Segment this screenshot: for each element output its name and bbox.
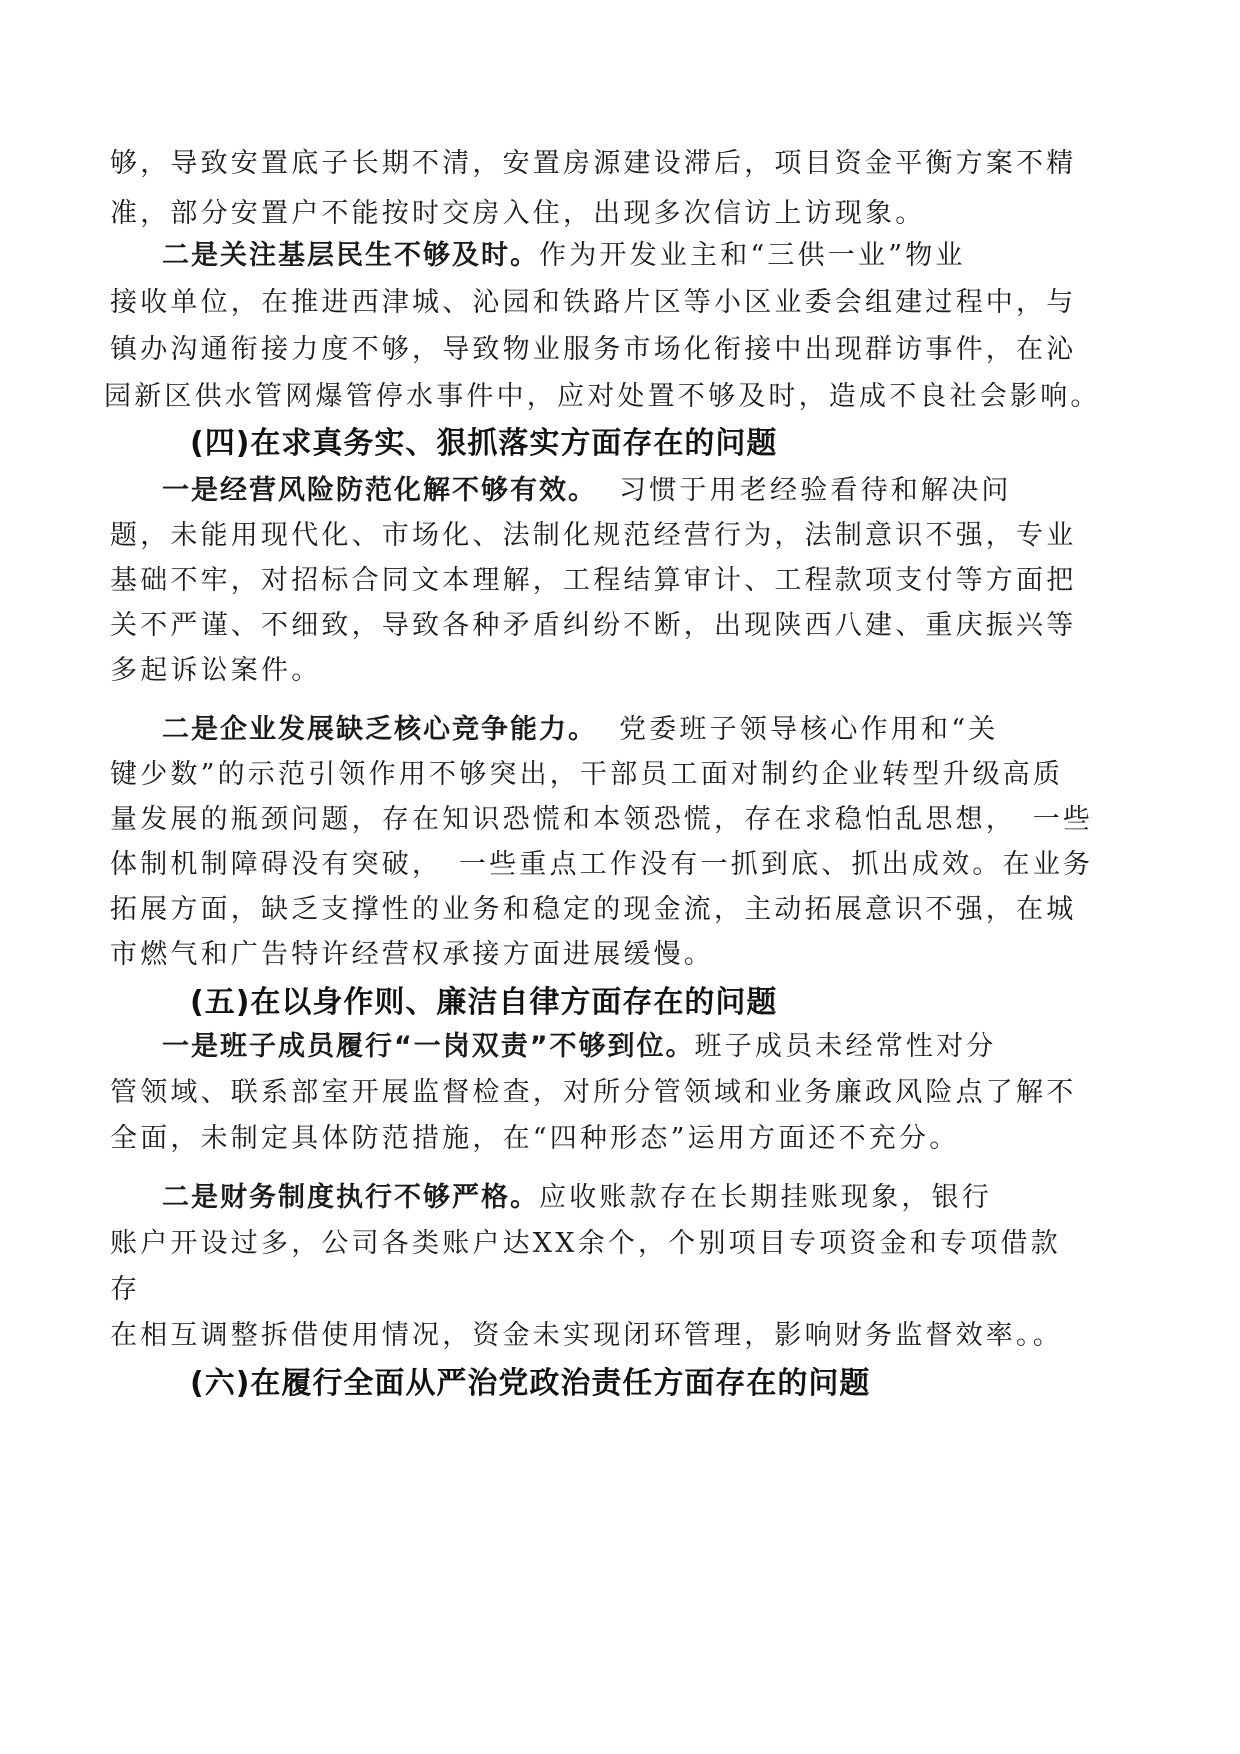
paragraph-line: 园新区供水管网爆管停水事件中，应对处置不够及时，造成不良社会影响。 xyxy=(104,381,1101,412)
item-label: 二是财务制度执行不够严格。 xyxy=(162,1182,539,1213)
paragraph-line: 管领域、联系部室开展监督检查，对所分管领域和业务廉政风险点了解不 xyxy=(110,1077,1077,1108)
item-label: 二是关注基层民生不够及时。 xyxy=(162,240,539,271)
section-heading: (四)在求真务实、狠抓落实方面存在的问题 xyxy=(190,426,778,461)
paragraph-line: 二是财务制度执行不够严格。应收账款存在长期挂账现象，银行 xyxy=(162,1182,992,1213)
paragraph-line: 接收单位，在推进西津城、沁园和铁路片区等小区业委会组建过程中，与 xyxy=(110,287,1077,318)
paragraph-line: 准，部分安置户不能按时交房入住，出现多次信访上访现象。 xyxy=(110,198,926,229)
paragraph-line: 全面，未制定具体防范措施，在“四种形态”运用方面还不充分。 xyxy=(110,1123,960,1154)
paragraph-line: 账户开设过多，公司各类账户达XX余个，个别项目专项资金和专项借款 xyxy=(110,1228,1061,1259)
paragraph-line: 题，未能用现代化、市场化、法制化规范经营行为，法制意识不强，专业 xyxy=(110,520,1077,551)
paragraph-line: 市燃气和广告特许经营权承接方面进展缓慢。 xyxy=(110,939,714,970)
paragraph-line: 量发展的瓶颈问题，存在知识恐慌和本领恐慌，存在求稳怕乱思想， 一些 xyxy=(110,804,1094,835)
paragraph-line: 镇办沟通衔接力度不够，导致物业服务市场化衔接中出现群访事件，在沁 xyxy=(110,334,1077,365)
paragraph-line: 存 xyxy=(110,1274,141,1305)
paragraph-line: 一是班子成员履行“一岗双责”不够到位。班子成员未经常性对分 xyxy=(162,1031,997,1062)
item-label: 二是企业发展缺乏核心竞争能力。 xyxy=(162,714,597,745)
paragraph-line: 基础不牢，对招标合同文本理解，工程结算审计、工程款项支付等方面把 xyxy=(110,565,1077,596)
paragraph-line: 在相互调整拆借使用情况，资金未实现闭环管理，影响财务监督效率。。 xyxy=(110,1320,1063,1351)
paragraph-line: 多起诉讼案件。 xyxy=(110,655,322,686)
paragraph-line: 二是关注基层民生不够及时。作为开发业主和“三供一业”物业 xyxy=(162,240,966,271)
paragraph-line: 键少数”的示范引领作用不够突出，干部员工面对制约企业转型升级高质 xyxy=(110,759,1064,790)
paragraph-line: 体制机制障碍没有突破， 一些重点工作没有一抓到底、抓出成效。在业务 xyxy=(110,849,1094,880)
paragraph-line: 一是经营风险防范化解不够有效。 习惯于用老经验看待和解决问 xyxy=(162,475,1012,506)
paragraph-line: 够，导致安置底子长期不清，安置房源建设滞后，项目资金平衡方案不精 xyxy=(110,148,1077,179)
section-heading: (六)在履行全面从严治党政治责任方面存在的问题 xyxy=(190,1366,871,1401)
paragraph-line: 二是企业发展缺乏核心竞争能力。 党委班子领导核心作用和“关 xyxy=(162,714,999,745)
paragraph-line: 关不严谨、不细致，导致各种矛盾纠纷不断，出现陕西八建、重庆振兴等 xyxy=(110,610,1077,641)
paragraph-line: 拓展方面，缺乏支撑性的业务和稳定的现金流，主动拓展意识不强，在城 xyxy=(110,894,1077,925)
section-heading: (五)在以身作则、廉洁自律方面存在的问题 xyxy=(190,985,778,1020)
item-label: 一是经营风险防范化解不够有效。 xyxy=(162,475,597,506)
item-label: 一是班子成员履行“一岗双责”不够到位。 xyxy=(162,1031,695,1062)
